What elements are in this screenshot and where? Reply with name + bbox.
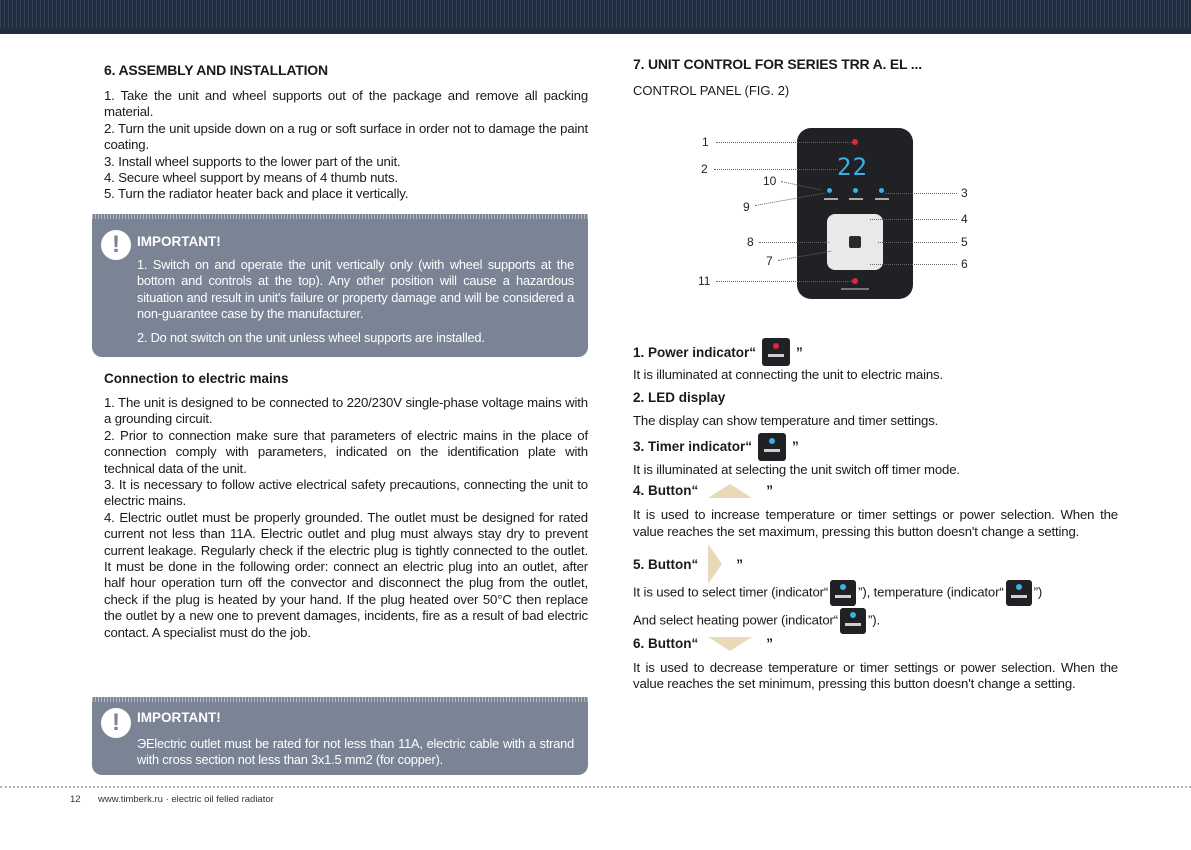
item-5-text2-b: ”). — [867, 612, 880, 628]
important-box-1 — [92, 214, 588, 357]
leader-line-5 — [878, 242, 957, 243]
item-5-close: ” — [736, 556, 743, 572]
item-4-title — [633, 483, 1118, 498]
callout-8: 8 — [747, 235, 754, 249]
leader-line-11 — [716, 281, 854, 282]
item-5-text-2 — [633, 608, 1118, 634]
assembly-step-5: 5. Turn the radiator heater back and place it vertically. — [104, 186, 409, 202]
down-arrow-icon — [708, 637, 752, 651]
exclamation-icon: ! — [101, 230, 131, 260]
connection-section — [104, 371, 588, 641]
important-box-2 — [92, 697, 588, 775]
controls-description — [633, 338, 1118, 693]
control-panel-figure — [797, 128, 913, 299]
brand-mark — [841, 288, 869, 290]
item-6-title — [633, 636, 1118, 651]
item-4-close: ” — [766, 483, 773, 499]
callout-4: 4 — [961, 212, 968, 226]
footer-divider — [0, 786, 1191, 788]
leader-line-6 — [870, 264, 957, 265]
assembly-step-1: 1. Take the unit and wheel supports out of the package and remove all packing material. — [104, 88, 588, 120]
power-indicator-icon — [840, 608, 866, 634]
assembly-step-2: 2. Turn the unit upside down on a rug or soft surface in order not to damage the paint coating. — [104, 120, 588, 153]
callout-7: 7 — [766, 254, 773, 268]
item-4-label: 4. Button“ — [633, 483, 699, 499]
leader-line-2 — [714, 169, 838, 170]
item-1-close: ” — [796, 344, 803, 360]
temp-led — [879, 188, 884, 193]
temp-label — [875, 198, 889, 200]
item-5-title — [633, 544, 1118, 584]
leader-line-4 — [870, 219, 957, 220]
power-label — [849, 198, 863, 200]
item-3-title — [633, 433, 1118, 461]
right-arrow-icon — [708, 544, 722, 584]
item-3-close: ” — [792, 439, 799, 455]
timer-label — [824, 198, 838, 200]
item-3-text: It is illuminated at selecting the unit switch off timer mode. — [633, 461, 960, 477]
assembly-step-4: 4. Secure wheel support by means of 4 thumb nuts. — [104, 170, 398, 186]
callout-10: 10 — [763, 174, 777, 188]
callout-9: 9 — [743, 200, 750, 214]
item-5-text-b: ”), temperature (indicator“ — [858, 584, 1004, 600]
control-title: 7. UNIT CONTROL FOR SERIES TRR A. EL ... — [633, 56, 922, 72]
led-display: 22 — [837, 153, 868, 181]
connection-para-3: 3. It is necessary to follow active electrical safety precautions, connecting the unit to electric mains. — [104, 477, 588, 509]
assembly-title: 6. ASSEMBLY AND INSTALLATION — [104, 62, 328, 78]
important-text-2: 2. Do not switch on the unit unless wheel supports are installed. — [137, 330, 485, 345]
leader-line-3 — [885, 193, 957, 194]
item-5-text2-a: And select heating power (indicator“ — [633, 612, 838, 628]
callout-1: 1 — [702, 135, 709, 149]
item-6-close: ” — [766, 636, 773, 652]
temperature-indicator-icon — [1006, 580, 1032, 606]
connection-para-4: 4. Electric outlet must be properly grounded. The outlet must be designed for rated current not less than 11A. Electric outlet and plug must always stay dry to prevent current leakage. Regularly check if the electric plug is tightly connected to the outlet. It must be done in the following order: connect an electric plug into an outlet, after half hour operation turn off the convector and disconnect the plug from the outlet, check if the plug is heated by your hand. If the plug heated over 50°C then replace the outlet by a new one to prevent damages, incidents, fire as a result of bad electric contact. A specialist must do the job. — [104, 509, 588, 640]
timer-indicator-icon — [758, 433, 786, 461]
connection-title: Connection to electric mains — [104, 371, 289, 386]
top-bar-base — [0, 28, 1191, 34]
up-arrow-icon — [708, 484, 752, 498]
connection-para-2: 2. Prior to connection make sure that parameters of electric mains in the place of connection comply with parameters, indicated on the identification plate with technical data of the unit. — [104, 427, 588, 476]
callout-5: 5 — [961, 235, 968, 249]
item-5-text-c: ”) — [1033, 584, 1043, 600]
callout-2: 2 — [701, 162, 708, 176]
item-2-title: 2. LED display — [633, 389, 726, 405]
important-title-1: IMPORTANT! — [137, 234, 221, 249]
item-5-text-a: It is used to select timer (indicator“ — [633, 584, 829, 600]
callout-11: 11 — [698, 274, 711, 288]
callout-6: 6 — [961, 257, 968, 271]
callout-3: 3 — [961, 186, 968, 200]
exclamation-icon: ! — [101, 708, 131, 738]
left-column — [104, 62, 588, 203]
important-title-2: IMPORTANT! — [137, 710, 221, 725]
item-4-text: It is used to increase temperature or timer settings or power selection. When the value reaches the set maximum, pressing this button doesn't change a setting. — [633, 507, 1118, 539]
assembly-step-3: 3. Install wheel supports to the lower part of the unit. — [104, 153, 401, 169]
item-1-label: 1. Power indicator“ — [633, 344, 757, 360]
control-subtitle: CONTROL PANEL (FIG. 2) — [633, 83, 790, 98]
select-button[interactable] — [849, 236, 861, 248]
item-3-label: 3. Timer indicator“ — [633, 439, 753, 455]
important-text-1: 1. Switch on and operate the unit vertically only (with wheel supports at the bottom and controls at the top). Any other position will cause a hazardous situation and result in unit's failure or property damage and will be considered a non-guarantee case by the manufacturer. — [137, 257, 574, 322]
item-1-title — [633, 338, 1118, 366]
timer-led — [827, 188, 832, 193]
power-led — [853, 188, 858, 193]
item-6-label: 6. Button“ — [633, 636, 699, 652]
timer-indicator-icon — [830, 580, 856, 606]
important-text-3: ЭElectric outlet must be rated for not less than 11A, electric cable with a strand with cross section not less than 3x1.5 mm2 (for copper). — [137, 736, 574, 768]
footer-site-text[interactable]: www.timberk.ru · electric oil felled radiator — [98, 794, 274, 805]
right-column-header — [633, 56, 1118, 98]
item-2-text: The display can show temperature and timer settings. — [633, 413, 939, 429]
power-indicator-icon — [762, 338, 790, 366]
connection-para-1: 1. The unit is designed to be connected to 220/230V single-phase voltage mains with a grounding circuit. — [104, 395, 588, 427]
leader-line-8 — [759, 242, 829, 243]
item-1-text: It is illuminated at connecting the unit to electric mains. — [633, 367, 944, 382]
item-5-label: 5. Button“ — [633, 556, 699, 572]
navigation-pad[interactable] — [827, 214, 883, 270]
item-5-text — [633, 580, 1118, 606]
leader-line-1 — [716, 142, 854, 143]
item-6-text: It is used to decrease temperature or timer settings or power selection. When the value reaches the set minimum, pressing this button doesn't change a setting. — [633, 660, 1118, 692]
page-number: 12 — [70, 794, 81, 805]
